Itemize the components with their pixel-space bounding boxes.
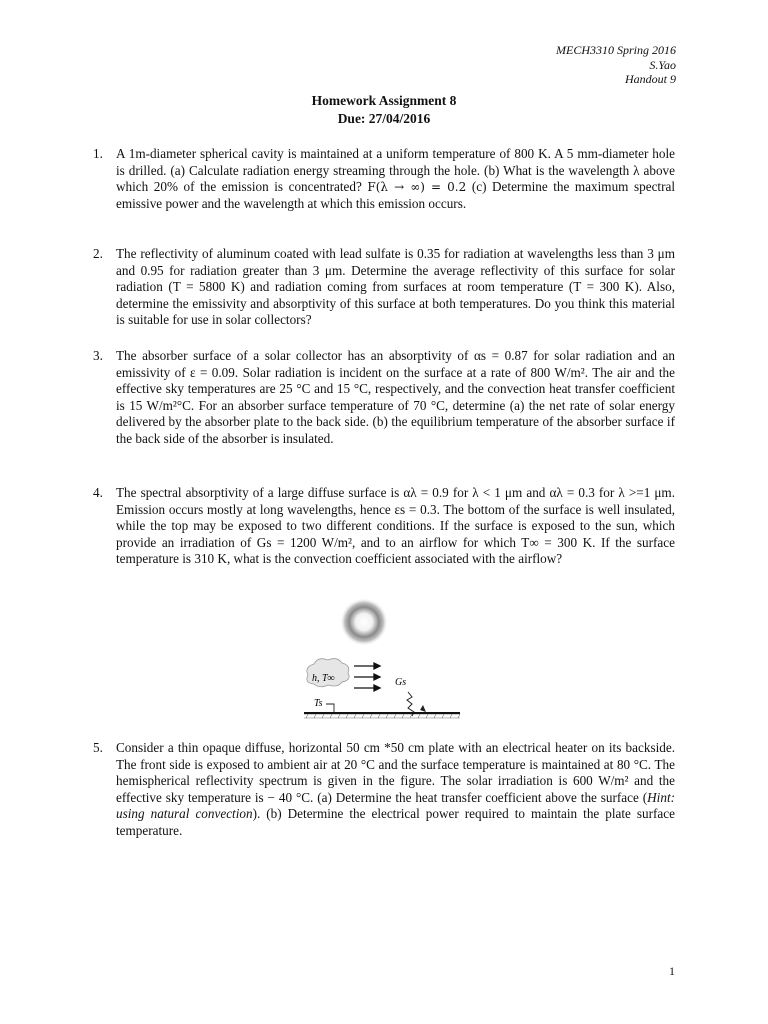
question-number: 5.	[93, 740, 103, 755]
document-header	[556, 43, 676, 87]
irradiation-label: Gs	[395, 677, 407, 688]
question-5	[93, 740, 675, 840]
question-text: A 1m-diameter spherical cavity is maintained at a uniform temperature of 800 K. A 5 mm-diameter hole is drilled. (a) Calculate radiation energy streaming through the hole. (b) What is the wavelength λ above which 20% of the emission is concentrated? F(λ → ∞) = 0.2 (c) Determine the maximum spectral emissive power and the wavelength at which this emission occurs.	[116, 146, 675, 211]
question-2	[93, 246, 675, 329]
question-text: Consider a thin opaque diffuse, horizontal 50 cm *50 cm plate with an electrical heater on its backside. The front side is exposed to ambient air at 20 °C and the surface temperature is maintained at 80 °C. The hemispherical reflectivity spectrum is given in the figure. The solar irradiation is 600 W/m² and the effective sky temperature is − 40 °C. (a) Determine the heat transfer coefficient above the surface (Hint: using natural convection). (b) Determine the electrical power required to maintain the plate surface temperature.	[116, 740, 675, 838]
question-text: The reflectivity of aluminum coated with lead sulfate is 0.35 for radiation at wavelengths less than 3 μm and 0.95 for radiation greater than 3 μm. Determine the average reflectivity of this surface for solar radiation (T = 5800 K) and radiation coming from surfaces at room temperature (T = 300 K). Also, determine the emissivity and absorptivity of this surface at both temperatures. Do you think this material is suitable for use in solar collectors?	[116, 246, 675, 328]
insulation-hatching	[304, 714, 460, 718]
question-1	[93, 146, 675, 212]
question-number: 2.	[93, 246, 103, 261]
due-date: Due: 27/04/2016	[337, 111, 431, 126]
solar-surface-figure	[300, 596, 464, 724]
airflow-arrows	[354, 663, 380, 691]
author-name: S.Yao	[649, 57, 676, 72]
document-title	[0, 92, 768, 128]
handout-number: Handout 9	[625, 72, 676, 86]
sun-icon	[340, 598, 388, 646]
air-label: h, T∞	[312, 673, 335, 684]
page-number: 1	[669, 964, 675, 978]
question-3	[93, 348, 675, 448]
question-text: The absorber surface of a solar collector has an absorptivity of αs = 0.87 for solar radiation and an emissivity of ε = 0.09. Solar radiation is incident on the surface at a rate of 800 W/m². The air and the effective sky temperatures are 25 °C and 15 °C, respectively, and the convection heat transfer coefficient is 15 W/m²°C. For an absorber surface temperature of 70 °C, determine (a) the net rate of solar energy delivered by the absorber plate to the back side. (b) the equilibrium temperature of the absorber surface if the back side of the absorber is insulated.	[116, 348, 675, 446]
surface-plate	[304, 712, 460, 714]
question-4	[93, 485, 675, 568]
hint-text: Hint: using natural convection	[116, 789, 675, 822]
course-code: MECH3310 Spring 2016	[556, 43, 676, 57]
formula: F(λ → ∞) = 0.2	[367, 180, 467, 195]
surface-temperature-label: Ts	[314, 698, 323, 709]
question-text: The spectral absorptivity of a large diffuse surface is αλ = 0.9 for λ < 1 μm and αλ = 0.3 for λ >=1 μm. Emission occurs mostly at long wavelengths, hence εs = 0.3. The bottom of the surface is well insulated, while the top may be exposed to two different conditions. If the surface is exposed to the sun, which provide an irradiation of Gs = 1200 W/m², and to an airflow for which T∞ = 300 K. If the surface temperature is 310 K, what is the convection coefficient associated with the airflow?	[116, 485, 675, 567]
question-number: 1.	[93, 146, 103, 161]
question-number: 4.	[93, 485, 103, 500]
question-number: 3.	[93, 348, 103, 363]
assignment-title: Homework Assignment 8	[311, 93, 457, 108]
